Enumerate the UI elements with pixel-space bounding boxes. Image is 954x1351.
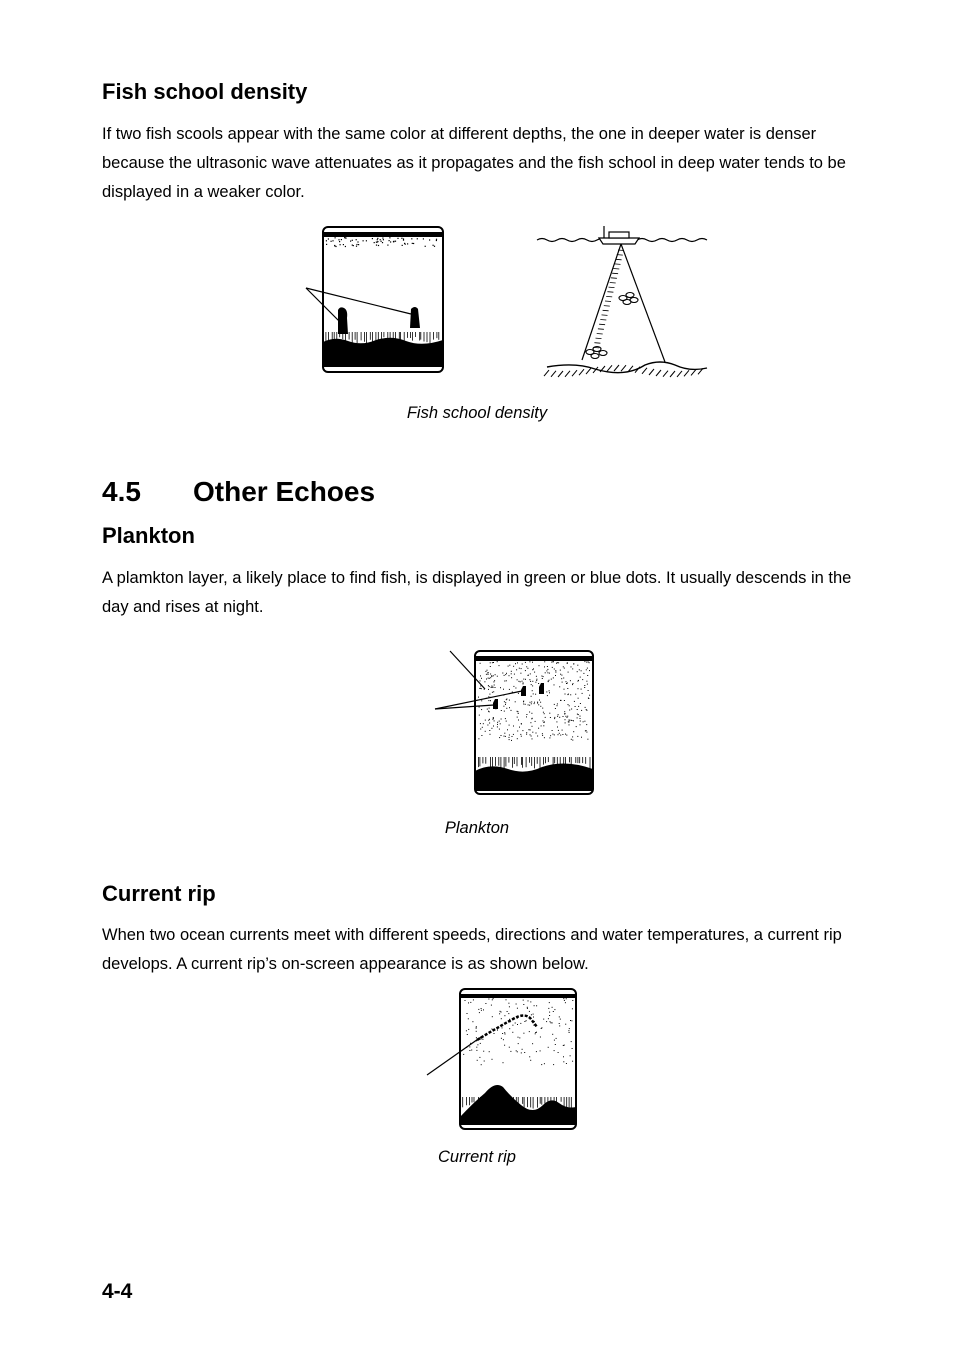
fish-density-beam-illustration: [535, 222, 715, 382]
section-title-text: Other Echoes: [193, 476, 376, 507]
section-title: [102, 476, 375, 508]
plankton-heading: Plankton: [102, 523, 195, 548]
plankton-body: A plamkton layer, a likely place to find fish, is displayed in green or blue dots. It usually descends in the day and rises at night.: [102, 569, 852, 616]
fish-density-caption: Fish school density: [406, 404, 548, 422]
page-number: 4-4: [102, 1280, 133, 1303]
fish-density-heading: Fish school density: [102, 79, 308, 104]
current-rip-caption: Current rip: [438, 1148, 516, 1166]
current-rip-echogram-figure: [425, 985, 585, 1135]
current-rip-heading: Current rip: [102, 881, 216, 906]
section-number: 4.5: [102, 476, 141, 507]
fish-density-body: If two fish scools appear with the same color at different depths, the one in deeper water is denser because the ultrasonic wave attenuates as it propagates and the fish school in deep water tends to be displayed in a weaker color.: [102, 125, 846, 201]
current-rip-body: When two ocean currents meet with different speeds, directions and water temperatures, a current rip develops. A current rip’s on-screen appearance is as shown below.: [102, 926, 842, 973]
plankton-echogram-figure: [430, 645, 600, 800]
plankton-caption: Plankton: [444, 819, 510, 837]
fish-density-echogram-figure: [300, 222, 450, 377]
